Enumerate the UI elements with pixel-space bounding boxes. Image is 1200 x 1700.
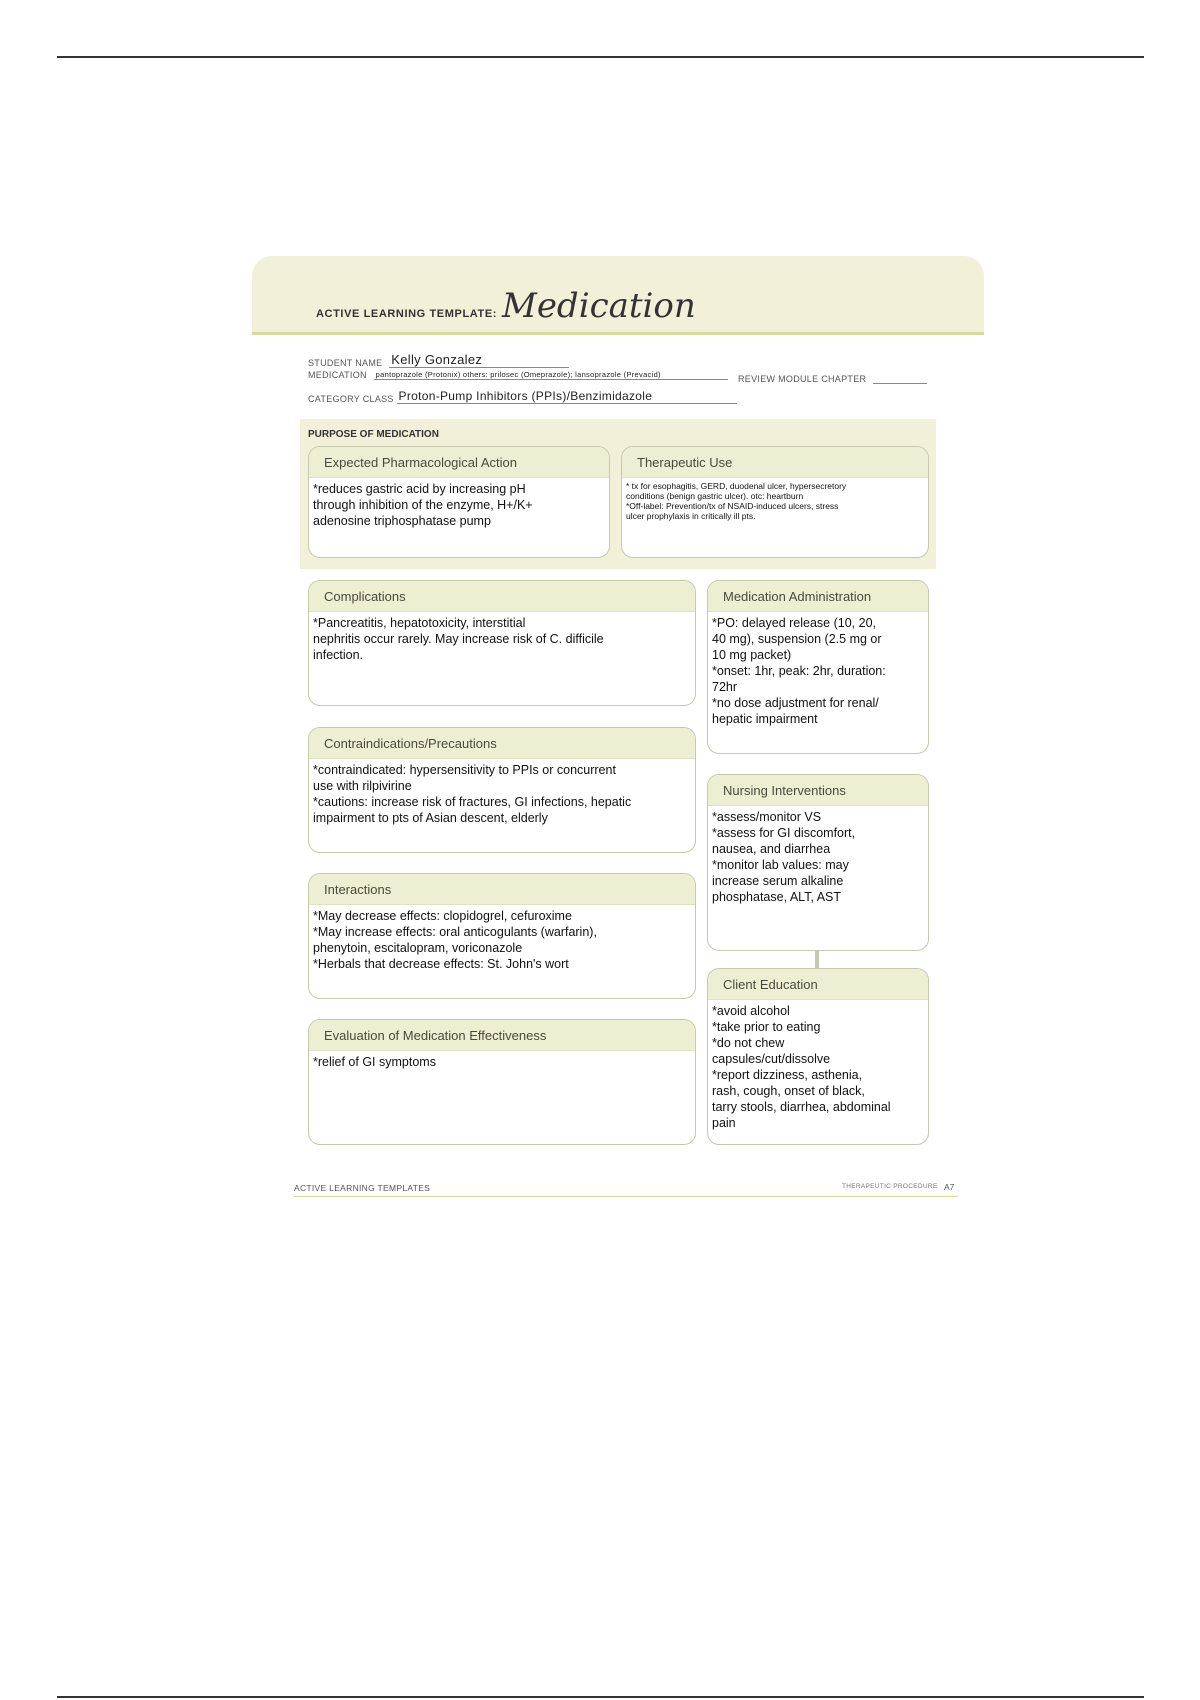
- medication-template-sheet: [252, 256, 984, 1204]
- template-header: [252, 256, 984, 335]
- footer-right-label: THERAPEUTIC PROCEDURE: [842, 1183, 938, 1190]
- nursing-interventions-text: *assess/monitor VS *assess for GI discomfort, nausea, and diarrhea *monitor lab values: may increase serum alkaline phosphatase, ALT, AST: [712, 810, 856, 904]
- pharm-action-text: *reduces gastric acid by increasing pH through inhibition of the enzyme, H+/K+ adenosine triphosphatase pump: [313, 482, 533, 528]
- category-value: Proton-Pump Inhibitors (PPIs)/Benzimidazole: [397, 389, 737, 404]
- footer-page-number: A7: [944, 1182, 955, 1192]
- complications-title: Complications: [309, 581, 695, 612]
- evaluation-text: *relief of GI symptoms: [313, 1055, 436, 1069]
- category-label: CATEGORY CLASS: [308, 394, 394, 404]
- interactions-box: [308, 873, 696, 999]
- contraindications-text: *contraindicated: hypersensitivity to PPIs or concurrent use with rilpivirine *cautions: increase risk of fractures, GI infections, hepatic impairment to pts of Asian descent, elderly: [313, 763, 632, 825]
- contraindications-box: [308, 727, 696, 853]
- nursing-interventions-box: [707, 774, 929, 951]
- review-module-value: [873, 374, 927, 384]
- footer-rule: [294, 1196, 958, 1197]
- template-title: Medication: [502, 286, 696, 326]
- student-name-value: Kelly Gonzalez: [389, 352, 569, 368]
- nursing-interventions-title: Nursing Interventions: [708, 775, 928, 806]
- template-label: ACTIVE LEARNING TEMPLATE:: [316, 308, 498, 320]
- contraindications-title: Contraindications/Precautions: [309, 728, 695, 759]
- med-admin-title: Medication Administration: [708, 581, 928, 612]
- category-row: [308, 389, 737, 404]
- client-education-title: Client Education: [708, 969, 928, 1000]
- purpose-title: PURPOSE OF MEDICATION: [308, 429, 439, 440]
- student-name-row: [308, 352, 569, 368]
- evaluation-title: Evaluation of Medication Effectiveness: [309, 1020, 695, 1051]
- connector-line: [815, 950, 819, 968]
- therapeutic-use-text: * tx for esophagitis, GERD, duodenal ulcer, hypersecretory conditions (benign gastric ulcer). otc: heartburn *Off-label: Prevention/tx of NSAID-induced ulcers, stress ulcer prophylaxis in critically ill pts.: [626, 481, 847, 521]
- review-module-label: REVIEW MODULE CHAPTER: [738, 374, 867, 384]
- pharm-action-box: [308, 446, 610, 558]
- medication-row: [308, 370, 728, 380]
- footer-left-label: ACTIVE LEARNING TEMPLATES: [294, 1183, 431, 1193]
- client-education-box: [707, 968, 929, 1145]
- medication-label: MEDICATION: [308, 370, 367, 380]
- med-admin-box: [707, 580, 929, 754]
- complications-text: *Pancreatitis, hepatotoxicity, interstitial nephritis occur rarely. May increase risk of C. difficile infection.: [313, 616, 604, 662]
- review-module-row: [738, 374, 927, 384]
- student-name-label: STUDENT NAME: [308, 358, 383, 368]
- interactions-text: *May decrease effects: clopidogrel, cefuroxime *May increase effects: oral anticogulants (warfarin), phenytoin, escitalopram, voriconazole *Herbals that decrease effects: St. John's wort: [313, 909, 597, 971]
- evaluation-box: [308, 1019, 696, 1145]
- complications-box: [308, 580, 696, 706]
- therapeutic-use-title: Therapeutic Use: [622, 447, 928, 478]
- interactions-title: Interactions: [309, 874, 695, 905]
- therapeutic-use-box: [621, 446, 929, 558]
- pharm-action-title: Expected Pharmacological Action: [309, 447, 609, 478]
- top-rule: [57, 56, 1144, 58]
- medication-value: pantoprazole (Protonix) others: prilosec (Omeprazole); lansoprazole (Prevacid): [374, 370, 728, 380]
- med-admin-text: *PO: delayed release (10, 20, 40 mg), suspension (2.5 mg or 10 mg packet) *onset: 1hr, peak: 2hr, duration: 72hr *no dose adjustment for renal/ hepatic impairment: [712, 616, 886, 726]
- bottom-rule: [57, 1696, 1144, 1698]
- client-education-text: *avoid alcohol *take prior to eating *do not chew capsules/cut/dissolve *report dizziness, asthenia, rash, cough, onset of black, tarry stools, diarrhea, abdominal pain: [712, 1004, 891, 1130]
